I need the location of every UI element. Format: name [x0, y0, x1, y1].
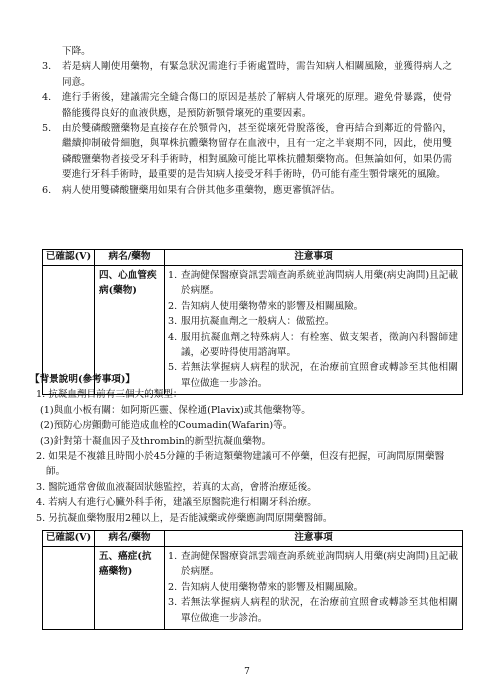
table-header-row — [43, 250, 463, 266]
list-item — [42, 90, 452, 121]
item-number: 4. — [42, 92, 52, 104]
background-line: 1. 抗凝血劑目前有三個大的類型： — [36, 389, 183, 401]
header-disease: 病名/藥物 — [95, 531, 165, 547]
list-item — [42, 121, 452, 183]
list-item — [42, 183, 452, 198]
note-item — [165, 314, 462, 329]
note-item — [165, 549, 462, 580]
notes-cell — [165, 547, 463, 630]
background-line: (2)預防心房顫動可能造成血栓的Coumadin(Wafarin)等。 — [40, 420, 293, 432]
item-text: 病人使用雙磷酸鹽藥用如果有合併其他多重藥物，應更審慎評估。 — [62, 184, 341, 196]
list-item — [42, 59, 452, 90]
category-cell: 五、癌症(抗癌藥物) — [95, 547, 165, 630]
header-confirm: 已確認(V) — [43, 250, 95, 266]
item-text: 進行手術後，建議需完全縫合傷口的原因是基於了解病人骨壞死的原理。避免骨暴露，使骨骼能獲得良好的血液供應，是預防新顎骨壞死的重要因素。 — [62, 92, 452, 119]
background-line: (3)針對第十凝血因子及thrombin的新型抗凝血藥物。 — [40, 435, 272, 447]
note-number: 2. — [168, 581, 178, 593]
note-number: 1. — [168, 551, 178, 562]
note-text: 若無法掌握病人病程的狀況，在治療前宜照會或轉診至其他相關單位做進一步診治。 — [181, 362, 458, 389]
note-number: 1. — [168, 270, 178, 281]
note-number: 5. — [168, 362, 178, 374]
note-item — [165, 299, 462, 314]
list-item — [42, 44, 452, 59]
note-text: 告知病人使用藥物帶來的影響及相關風險。 — [181, 581, 364, 593]
page-number: 7 — [244, 667, 250, 677]
note-number: 2. — [168, 300, 178, 312]
note-text: 若無法掌握病人病程的狀況，在治療前宜照會或轉診至其他相關單位做進一步診治。 — [181, 597, 458, 624]
note-number: 4. — [168, 331, 178, 343]
background-notes — [30, 372, 460, 526]
background-line: (1)與血小板有關：如阿斯匹靈、保栓通(Plavix)或其他藥物等。 — [40, 404, 311, 416]
item-number: 3. — [42, 61, 52, 73]
header-confirm: 已確認(V) — [43, 531, 95, 547]
note-number: 3. — [168, 597, 178, 609]
item-text: 若是病人剛使用藥物，有緊急狀況需進行手術處置時，需告知病人相關風險，並獲得病人之同意。 — [62, 61, 452, 88]
item-number: 5. — [42, 123, 52, 135]
background-line: 3. 醫院通常會做血液凝固狀態監控，若真的太高，會將治療延後。 — [36, 481, 317, 493]
note-item — [165, 268, 462, 299]
note-item — [165, 330, 462, 361]
note-item — [165, 580, 462, 595]
confirm-checkbox-cell[interactable] — [43, 547, 95, 630]
item-number: 6. — [42, 184, 52, 196]
precaution-list — [42, 44, 452, 198]
background-line: 5. 另抗凝血藥物服用2種以上，是否能減藥或停藥應詢問原開藥醫師。 — [36, 512, 333, 524]
item-text: 由於雙磷酸鹽藥物是直接存在於顎骨內，甚至從壞死骨脫落後，會再結合到鄰近的骨骼內，繼續抑制破骨細胞，與單株抗體藥物留存在血液中，且有一定之半衰期不同，因此，使用雙磷酸鹽藥物者接受牙科手術時，相對風險可能比單株抗體類藥物高。但無論如何，如果仍需要進行牙科手術時，最重要的是告知病人接受牙科手術時，仍可能有產生顎骨壞死的風險。 — [62, 123, 452, 181]
table-row — [43, 547, 463, 630]
note-number: 3. — [168, 316, 178, 328]
note-text: 告知病人使用藥物帶來的影響及相關風險。 — [181, 300, 364, 312]
note-text: 查詢健保醫療資訊雲端查詢系統並詢問病人用藥(病史詢問)且記載於病歷。 — [181, 551, 458, 578]
header-notes: 注意事項 — [165, 531, 463, 547]
item-text: 下降。 — [62, 46, 91, 57]
note-item — [165, 595, 462, 626]
background-title: 【背景說明(參考事項)】 — [30, 374, 136, 385]
category-cell: 四、心血管疾病(藥物) — [95, 266, 165, 395]
table-header-row — [43, 531, 463, 547]
cancer-checklist-table — [42, 530, 463, 630]
background-line: 2. 如果是不複雜且時間小於45分鐘的手術這類藥物建議可不停藥，但沒有把握，可詢問原開藥醫師。 — [36, 451, 445, 478]
background-line: 4. 若病人有進行心臟外科手術，建議至原醫院進行相關牙科治療。 — [36, 497, 317, 509]
header-notes: 注意事項 — [165, 250, 463, 266]
header-disease: 病名/藥物 — [95, 250, 165, 266]
note-text: 查詢健保醫療資訊雲端查詢系統並詢問病人用藥(病史詢問)且記載於病歷。 — [181, 270, 458, 297]
note-text: 服用抗凝血劑之特殊病人：有栓塞、做支架者，徵詢內科醫師建議，必要時得使用諮詢單。 — [181, 331, 458, 359]
note-text: 服用抗凝血劑之一般病人：做監控。 — [181, 316, 335, 328]
